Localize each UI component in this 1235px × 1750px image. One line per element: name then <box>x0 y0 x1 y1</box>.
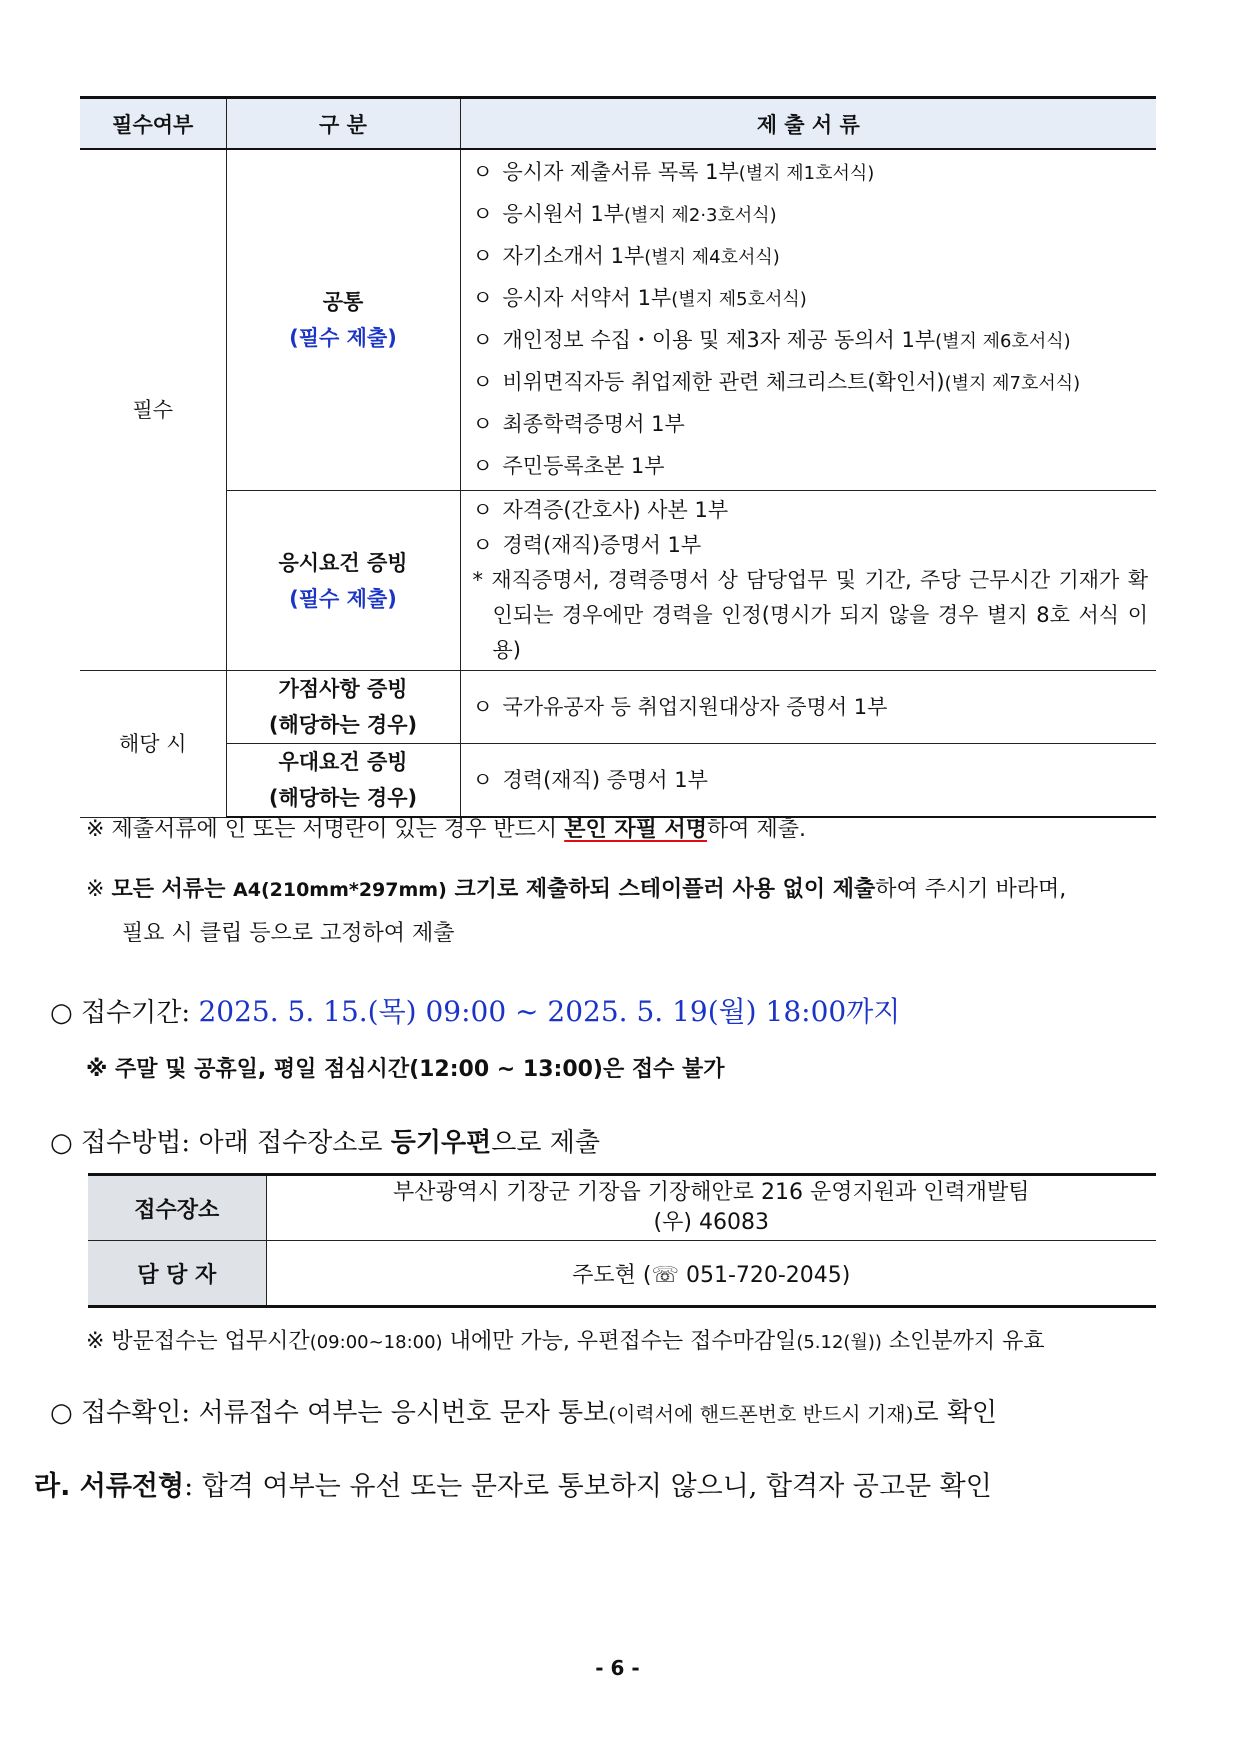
table-header-row <box>80 98 1156 150</box>
table-row <box>80 491 1156 671</box>
visit-note: ※ 방문접수는 업무시간(09:00~18:00) 내에만 가능, 우편접수는 접수마감일(5.12(월)) 소인분까지 유효 <box>86 1329 1045 1354</box>
bonus-items <box>460 671 1156 744</box>
reception-confirm: ○ 접수확인: 서류접수 여부는 응시번호 문자 통보(이력서에 핸드폰번호 반드시 기재)로 확인 <box>50 1398 998 1428</box>
requirement-category <box>226 491 460 671</box>
bonus-category <box>226 671 460 744</box>
list-item: ㅇ 비위면직자등 취업제한 관련 체크리스트(확인서)(별지 제7호서식) <box>472 370 1081 394</box>
reception-place-table <box>88 1173 1156 1308</box>
place-line2: (우) 46083 <box>653 1210 769 1235</box>
bonus-title: 가점사항 증빙 <box>278 677 408 701</box>
a4-note: ※ 모든 서류는 A4(210mm*297mm) 크기로 제출하되 스테이플러 사용 없이 제출하여 주시기 바라며, <box>86 877 1067 902</box>
list-item: ㅇ 자기소개서 1부(별지 제4호서식) <box>472 244 780 268</box>
common-subtitle: (필수 제출) <box>289 326 397 350</box>
place-value <box>266 1175 1156 1241</box>
period-note: ※ 주말 및 공휴일, 평일 점심시간(12:00 ~ 13:00)은 접수 불가 <box>86 1057 725 1082</box>
preference-category <box>226 744 460 818</box>
requirement-note: * 재직증명서, 경력증명서 상 담당업무 및 기간, 주당 근무시간 기재가 확인되는 경우에만 경력을 인정(명시가 되지 않을 경우 별지 8호 서식 이용) <box>472 568 1148 662</box>
group-optional: 해당 시 <box>80 671 226 818</box>
table-row <box>80 744 1156 818</box>
preference-subtitle: (해당하는 경우) <box>268 786 418 810</box>
header-category: 구 분 <box>226 98 460 150</box>
bonus-subtitle: (해당하는 경우) <box>268 713 418 737</box>
table-row <box>80 671 1156 744</box>
common-title: 공통 <box>322 290 364 314</box>
list-item: ㅇ 개인정보 수집・이용 및 제3자 제공 동의서 1부(별지 제6호서식) <box>472 328 1071 352</box>
reception-method: ○ 접수방법: 아래 접수장소로 등기우편으로 제출 <box>50 1128 600 1158</box>
list-item: ㅇ 자격증(간호사) 사본 1부 <box>472 498 729 522</box>
common-items <box>460 149 1156 491</box>
requirement-subtitle: (필수 제출) <box>289 586 397 611</box>
a4-note-line2: 필요 시 클립 등으로 고정하여 제출 <box>122 921 455 946</box>
list-item: ㅇ 응시원서 1부(별지 제2·3호서식) <box>472 202 777 226</box>
person-value: 주도현 (☏ 051-720-2045) <box>266 1241 1156 1307</box>
list-item: ㅇ 응시자 서약서 1부(별지 제5호서식) <box>472 286 807 310</box>
header-required: 필수여부 <box>80 98 226 150</box>
list-item: ㅇ 주민등록초본 1부 <box>472 454 665 478</box>
header-documents: 제 출 서 류 <box>460 98 1156 150</box>
table-row <box>80 149 1156 491</box>
list-item: ㅇ 경력(재직) 증명서 1부 <box>472 767 708 792</box>
place-label: 접수장소 <box>88 1175 266 1241</box>
page-number: - 6 - <box>595 1656 640 1680</box>
table-row <box>88 1241 1156 1307</box>
document-screening: 라. 서류전형: 합격 여부는 유선 또는 문자로 통보하지 않으니, 합격자 공고문 확인 <box>34 1471 992 1502</box>
person-label: 담 당 자 <box>88 1241 266 1307</box>
table-row <box>88 1175 1156 1241</box>
reception-period: ○ 접수기간: 2025. 5. 15.(목) 09:00 ~ 2025. 5. 19(월) 18:00까지 <box>50 995 901 1028</box>
requirement-title: 응시요건 증빙 <box>278 550 408 575</box>
list-item: ㅇ 응시자 제출서류 목록 1부(별지 제1호서식) <box>472 160 875 184</box>
sign-note: ※ 제출서류에 인 또는 서명란이 있는 경우 반드시 본인 자필 서명하여 제출. <box>86 817 807 842</box>
group-required: 필수 <box>80 149 226 671</box>
preference-title: 우대요건 증빙 <box>278 750 408 774</box>
phone-icon: ☏ <box>651 1262 679 1288</box>
preference-items <box>460 744 1156 818</box>
requirement-items <box>460 491 1156 671</box>
list-item: ㅇ 국가유공자 등 취업지원대상자 증명서 1부 <box>472 694 888 719</box>
place-line1: 부산광역시 기장군 기장읍 기장해안로 216 운영지원과 인력개발팀 <box>392 1180 1030 1205</box>
documents-table <box>80 96 1156 818</box>
common-category <box>226 149 460 491</box>
list-item: ㅇ 최종학력증명서 1부 <box>472 412 685 436</box>
list-item: ㅇ 경력(재직)증명서 1부 <box>472 533 702 557</box>
